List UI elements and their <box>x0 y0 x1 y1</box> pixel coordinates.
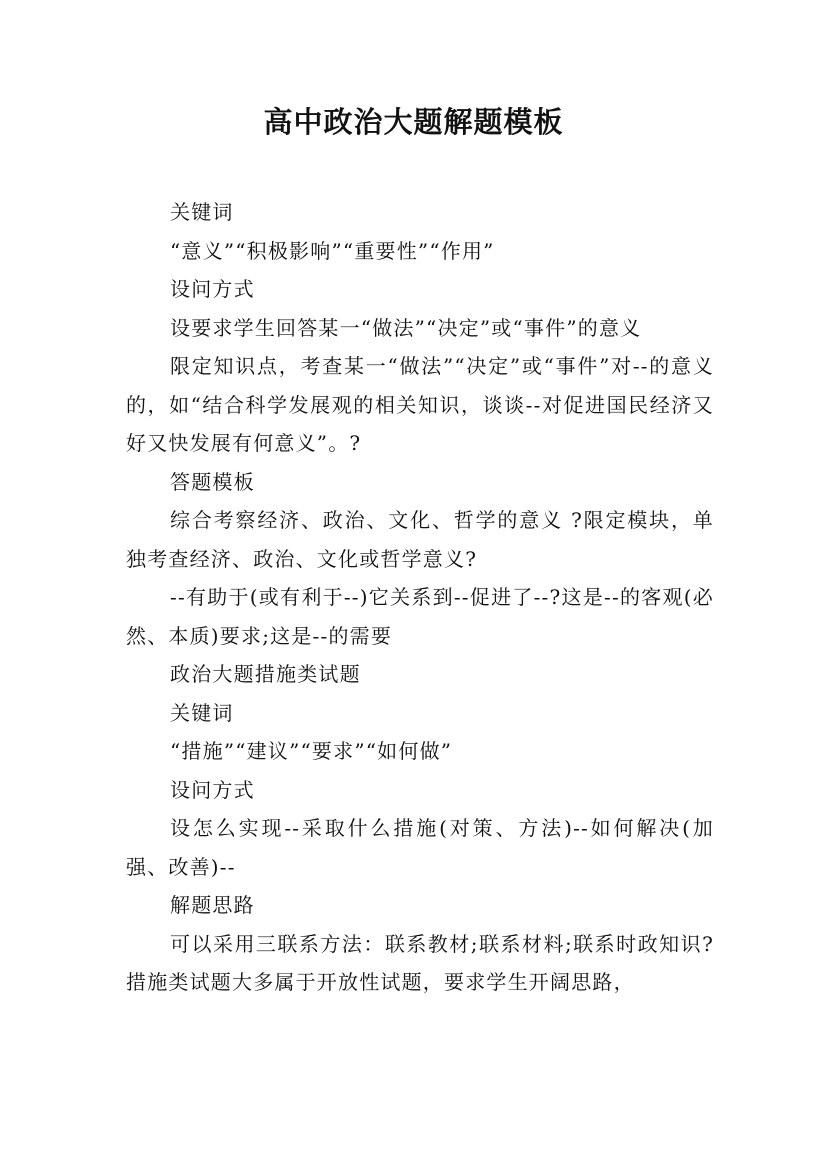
paragraph-solution-approach-heading: 解题思路 <box>170 893 255 917</box>
paragraph-answer-template-2: --有助于(或有利于--)它关系到--促进了--?这是--的客观(必然、本质)要求;这是--的需要 <box>126 585 714 648</box>
document-body <box>126 193 714 1002</box>
document-title: 高中政治大题解题模板 <box>263 105 564 139</box>
paragraph-answer-template-1: 综合考察经济、政治、文化、哲学的意义 ?限定模块，单独考查经济、政治、文化或哲学意义? <box>126 508 714 571</box>
paragraph-measures-question-style: 设怎么实现--采取什么措施(对策、方法)--如何解决(加强、改善)-- <box>126 816 714 879</box>
paragraph-measures-section-heading: 政治大题措施类试题 <box>170 662 361 686</box>
paragraph-question-style-heading: 设问方式 <box>170 277 255 301</box>
paragraph-keywords-heading: 关键词 <box>170 200 234 224</box>
paragraph-question-style-1: 设要求学生回答某一“做法”“决定”或“事件”的意义 <box>170 315 642 340</box>
paragraph-measures-keywords-list: “措施”“建议”“要求”“如何做” <box>170 739 453 763</box>
paragraph-keywords-list: “意义”“积极影响”“重要性”“作用” <box>170 238 495 263</box>
paragraph-measures-keywords-heading: 关键词 <box>170 700 234 725</box>
paragraph-solution-approach: 可以采用三联系方法：联系教材;联系材料;联系时政知识?措施类试题大多属于开放性试题，要求学生开阔思路， <box>126 931 714 994</box>
paragraph-measures-question-style-heading: 设问方式 <box>170 777 255 802</box>
paragraph-question-style-2: 限定知识点，考查某一“做法”“决定”或“事件”对--的意义的，如“结合科学发展观的相关知识，谈谈--对促进国民经济又好又快发展有何意义”。? <box>126 354 714 455</box>
paragraph-answer-template-heading: 答题模板 <box>170 469 255 494</box>
